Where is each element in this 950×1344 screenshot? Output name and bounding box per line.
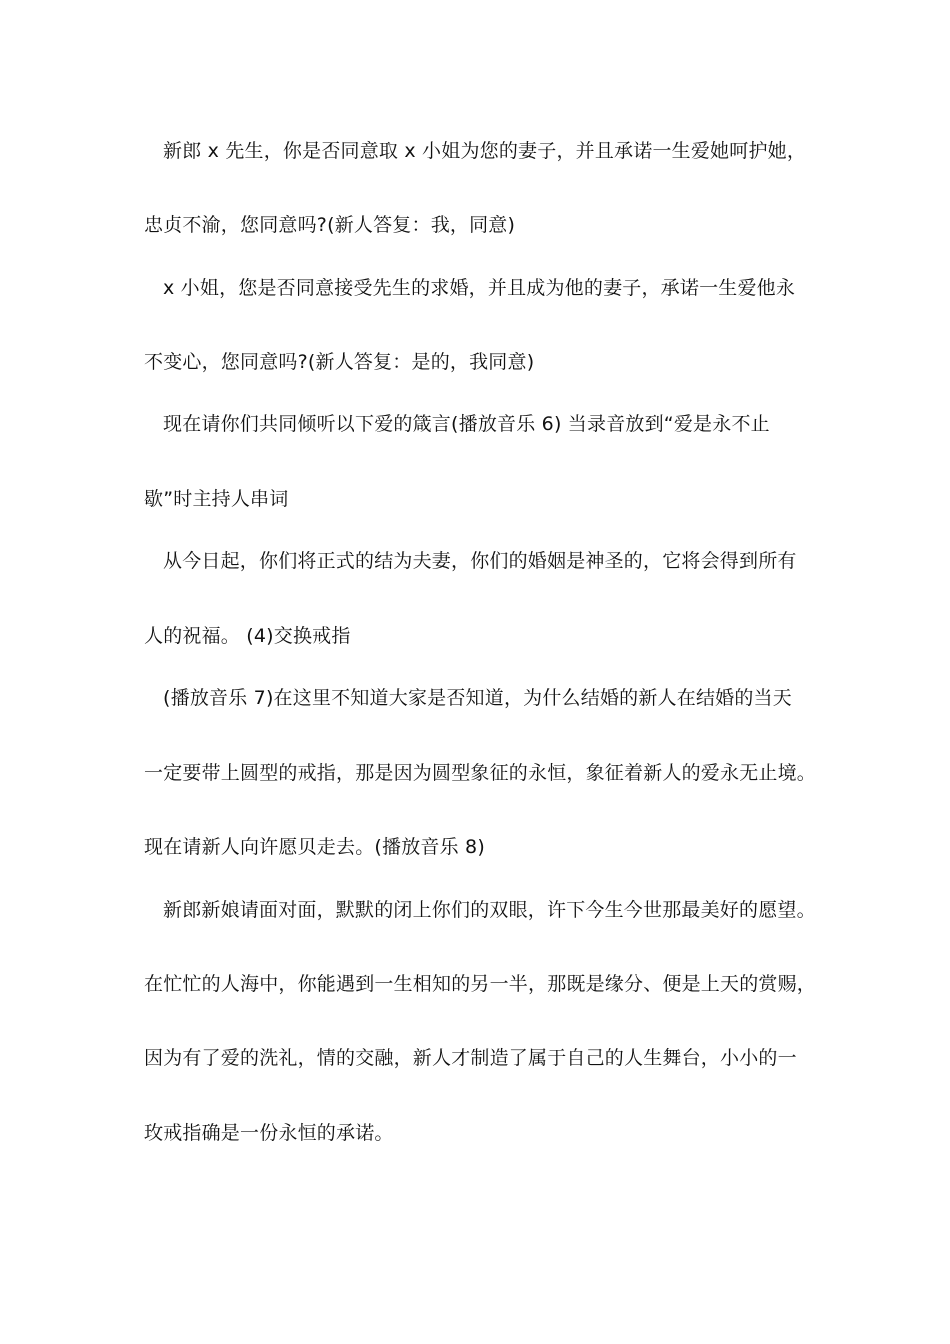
- paragraph-line: 新郎 x 先生，你是否同意取 x 小姐为您的妻子，并且承诺一生爱她呵护她，: [163, 140, 807, 162]
- paragraph-line: 人的祝福。 (4)交换戒指: [144, 625, 351, 647]
- paragraph-line: 新郎新娘请面对面，默默的闭上你们的双眼，许下今生今世那最美好的愿望。: [163, 899, 816, 921]
- paragraph-line: 现在请你们共同倾听以下爱的箴言(播放音乐 6) 当录音放到“爱是永不止: [163, 413, 770, 435]
- paragraph-line: 玫戒指确是一份永恒的承诺。: [144, 1122, 394, 1144]
- paragraph-line: 不变心，您同意吗?(新人答复：是的，我同意): [144, 351, 535, 373]
- paragraph-line: 歇”时主持人串词: [144, 488, 289, 510]
- paragraph-line: 现在请新人向许愿贝走去。(播放音乐 8): [144, 836, 485, 858]
- paragraph-line: 因为有了爱的洗礼，情的交融，新人才制造了属于自己的人生舞台，小小的一: [144, 1047, 797, 1069]
- paragraph-line: x 小姐，您是否同意接受先生的求婚，并且成为他的妻子，承诺一生爱他永: [163, 277, 796, 299]
- paragraph-line: 忠贞不渝，您同意吗?(新人答复：我，同意): [144, 214, 516, 236]
- paragraph-line: (播放音乐 7)在这里不知道大家是否知道，为什么结婚的新人在结婚的当天: [163, 687, 792, 709]
- paragraph-line: 从今日起，你们将正式的结为夫妻，你们的婚姻是神圣的，它将会得到所有: [163, 550, 797, 572]
- paragraph-line: 一定要带上圆型的戒指，那是因为圆型象征的永恒，象征着新人的爱永无止境。: [144, 762, 817, 784]
- paragraph-line: 在忙忙的人海中，你能遇到一生相知的另一半，那既是缘分、便是上天的赏赐，: [144, 973, 817, 995]
